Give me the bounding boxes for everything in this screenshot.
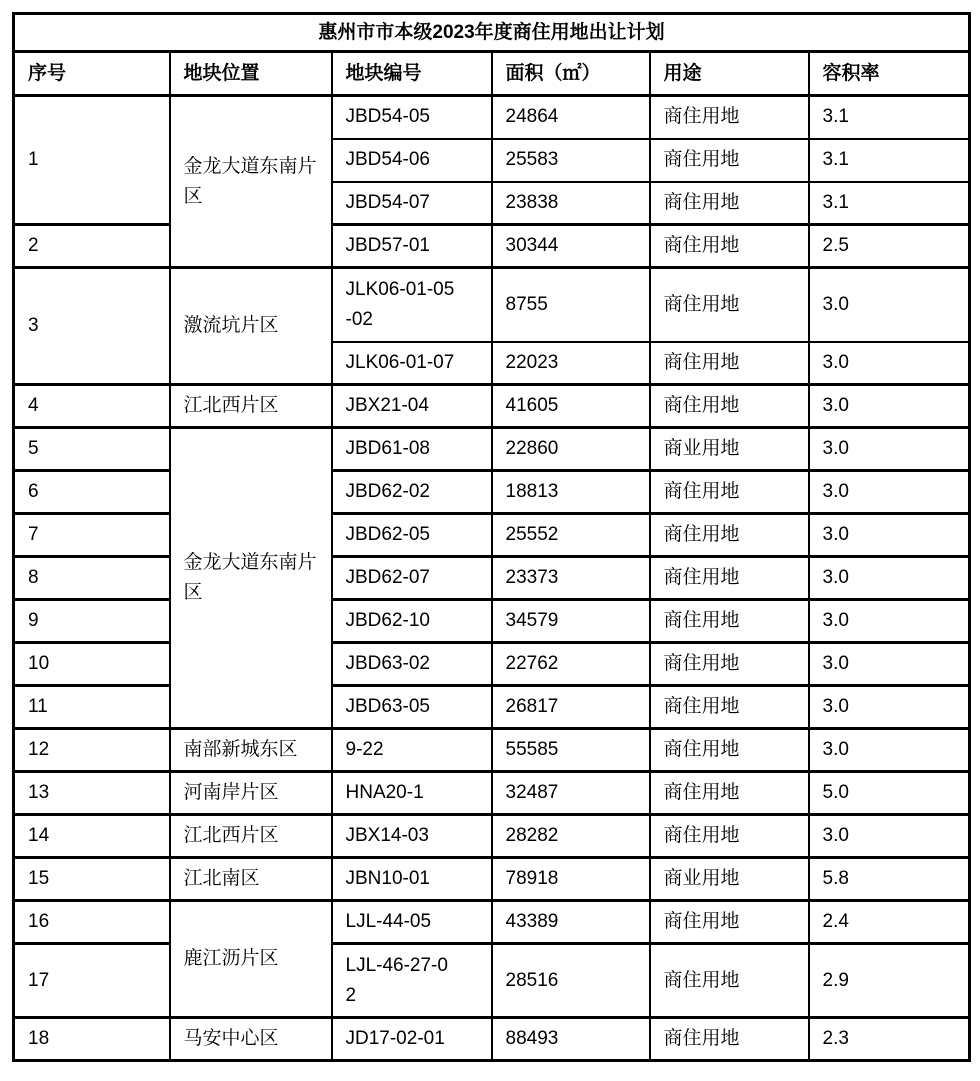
cell-code: JBD54-05 bbox=[332, 96, 492, 139]
cell-far: 3.0 bbox=[809, 600, 970, 643]
cell-area: 78918 bbox=[492, 858, 650, 901]
cell-far: 5.0 bbox=[809, 772, 970, 815]
cell-code: JLK06-01-07 bbox=[332, 342, 492, 385]
cell-far: 3.0 bbox=[809, 686, 970, 729]
table-row bbox=[14, 729, 970, 772]
cell-use: 商住用地 bbox=[650, 600, 809, 643]
cell-area: 28282 bbox=[492, 815, 650, 858]
column-header-far: 容积率 bbox=[809, 52, 970, 96]
cell-location: 马安中心区 bbox=[170, 1018, 332, 1061]
cell-seq: 8 bbox=[14, 557, 170, 600]
cell-code: JBD62-07 bbox=[332, 557, 492, 600]
cell-far: 3.0 bbox=[809, 268, 970, 342]
cell-far: 3.1 bbox=[809, 96, 970, 139]
cell-code: JD17-02-01 bbox=[332, 1018, 492, 1061]
cell-code: JBD63-02 bbox=[332, 643, 492, 686]
cell-area: 18813 bbox=[492, 471, 650, 514]
cell-area: 23838 bbox=[492, 182, 650, 225]
table-row bbox=[14, 1018, 970, 1061]
cell-code: JBD61-08 bbox=[332, 428, 492, 471]
table-row bbox=[14, 385, 970, 428]
cell-use: 商住用地 bbox=[650, 514, 809, 557]
cell-seq: 17 bbox=[14, 944, 170, 1018]
table-row bbox=[14, 901, 970, 944]
cell-use: 商住用地 bbox=[650, 268, 809, 342]
cell-use: 商住用地 bbox=[650, 772, 809, 815]
cell-location: 金龙大道东南片区 bbox=[170, 428, 332, 729]
cell-use: 商住用地 bbox=[650, 901, 809, 944]
cell-far: 3.0 bbox=[809, 471, 970, 514]
cell-area: 30344 bbox=[492, 225, 650, 268]
cell-area: 25583 bbox=[492, 139, 650, 182]
table-row bbox=[14, 858, 970, 901]
plot-code-text: JLK06-01-05-02 bbox=[345, 278, 455, 330]
column-header-seq: 序号 bbox=[14, 52, 170, 96]
cell-area: 24864 bbox=[492, 96, 650, 139]
cell-area: 41605 bbox=[492, 385, 650, 428]
cell-location: 鹿江沥片区 bbox=[170, 901, 332, 1018]
column-header-area: 面积（㎡） bbox=[492, 52, 650, 96]
table-title-row bbox=[14, 14, 970, 52]
cell-use: 商业用地 bbox=[650, 428, 809, 471]
cell-area: 22762 bbox=[492, 643, 650, 686]
cell-seq: 10 bbox=[14, 643, 170, 686]
cell-area: 28516 bbox=[492, 944, 650, 1018]
cell-far: 3.0 bbox=[809, 729, 970, 772]
cell-seq: 3 bbox=[14, 268, 170, 385]
cell-use: 商住用地 bbox=[650, 1018, 809, 1061]
cell-code: JBX21-04 bbox=[332, 385, 492, 428]
cell-far: 3.1 bbox=[809, 182, 970, 225]
table-row bbox=[14, 815, 970, 858]
cell-location: 金龙大道东南片区 bbox=[170, 96, 332, 268]
cell-far: 3.1 bbox=[809, 139, 970, 182]
cell-code: JBD62-02 bbox=[332, 471, 492, 514]
cell-use: 商住用地 bbox=[650, 342, 809, 385]
cell-area: 22860 bbox=[492, 428, 650, 471]
table-row bbox=[14, 944, 970, 1018]
table-row bbox=[14, 557, 970, 600]
cell-seq: 12 bbox=[14, 729, 170, 772]
table-row bbox=[14, 600, 970, 643]
cell-use: 商住用地 bbox=[650, 385, 809, 428]
cell-seq: 11 bbox=[14, 686, 170, 729]
cell-far: 2.4 bbox=[809, 901, 970, 944]
table-row bbox=[14, 471, 970, 514]
cell-area: 23373 bbox=[492, 557, 650, 600]
table-row bbox=[14, 96, 970, 139]
cell-code: JBD57-01 bbox=[332, 225, 492, 268]
cell-far: 3.0 bbox=[809, 514, 970, 557]
cell-use: 商住用地 bbox=[650, 471, 809, 514]
cell-use: 商住用地 bbox=[650, 643, 809, 686]
cell-code: LJL-44-05 bbox=[332, 901, 492, 944]
cell-code: JBD54-06 bbox=[332, 139, 492, 182]
cell-use: 商住用地 bbox=[650, 225, 809, 268]
cell-location: 南部新城东区 bbox=[170, 729, 332, 772]
cell-far: 3.0 bbox=[809, 643, 970, 686]
table-row bbox=[14, 686, 970, 729]
cell-code: JBD63-05 bbox=[332, 686, 492, 729]
cell-seq: 5 bbox=[14, 428, 170, 471]
cell-code: 9-22 bbox=[332, 729, 492, 772]
column-header-code: 地块编号 bbox=[332, 52, 492, 96]
cell-location: 江北西片区 bbox=[170, 815, 332, 858]
cell-seq: 7 bbox=[14, 514, 170, 557]
cell-far: 3.0 bbox=[809, 428, 970, 471]
cell-code: JBD62-10 bbox=[332, 600, 492, 643]
column-header-location: 地块位置 bbox=[170, 52, 332, 96]
cell-location: 河南岸片区 bbox=[170, 772, 332, 815]
cell-seq: 18 bbox=[14, 1018, 170, 1061]
cell-seq: 13 bbox=[14, 772, 170, 815]
cell-far: 2.9 bbox=[809, 944, 970, 1018]
cell-area: 55585 bbox=[492, 729, 650, 772]
cell-seq: 14 bbox=[14, 815, 170, 858]
cell-code: HNA20-1 bbox=[332, 772, 492, 815]
cell-use: 商业用地 bbox=[650, 858, 809, 901]
cell-area: 8755 bbox=[492, 268, 650, 342]
cell-location: 江北西片区 bbox=[170, 385, 332, 428]
table-row bbox=[14, 428, 970, 471]
cell-area: 26817 bbox=[492, 686, 650, 729]
cell-use: 商住用地 bbox=[650, 944, 809, 1018]
cell-use: 商住用地 bbox=[650, 96, 809, 139]
table-row bbox=[14, 514, 970, 557]
cell-code: JBN10-01 bbox=[332, 858, 492, 901]
cell-use: 商住用地 bbox=[650, 686, 809, 729]
cell-seq: 16 bbox=[14, 901, 170, 944]
cell-seq: 15 bbox=[14, 858, 170, 901]
cell-code: JBX14-03 bbox=[332, 815, 492, 858]
cell-area: 22023 bbox=[492, 342, 650, 385]
plot-code-text: LJL-46-27-02 bbox=[345, 954, 448, 1006]
table-row bbox=[14, 268, 970, 342]
cell-code bbox=[332, 268, 492, 342]
cell-use: 商住用地 bbox=[650, 139, 809, 182]
land-transfer-plan-table bbox=[12, 12, 971, 1062]
column-header-use: 用途 bbox=[650, 52, 809, 96]
cell-code: JBD54-07 bbox=[332, 182, 492, 225]
cell-seq: 2 bbox=[14, 225, 170, 268]
cell-location: 激流坑片区 bbox=[170, 268, 332, 385]
cell-use: 商住用地 bbox=[650, 557, 809, 600]
cell-far: 2.5 bbox=[809, 225, 970, 268]
table-row bbox=[14, 772, 970, 815]
table-row bbox=[14, 225, 970, 268]
cell-code bbox=[332, 944, 492, 1018]
cell-area: 32487 bbox=[492, 772, 650, 815]
table-header-row bbox=[14, 52, 970, 96]
cell-seq: 6 bbox=[14, 471, 170, 514]
cell-far: 3.0 bbox=[809, 557, 970, 600]
cell-use: 商住用地 bbox=[650, 729, 809, 772]
cell-area: 88493 bbox=[492, 1018, 650, 1061]
table-row bbox=[14, 643, 970, 686]
cell-use: 商住用地 bbox=[650, 182, 809, 225]
cell-far: 3.0 bbox=[809, 815, 970, 858]
table-title: 惠州市市本级2023年度商住用地出让计划 bbox=[14, 14, 970, 52]
cell-far: 3.0 bbox=[809, 385, 970, 428]
cell-far: 2.3 bbox=[809, 1018, 970, 1061]
cell-seq: 9 bbox=[14, 600, 170, 643]
cell-code: JBD62-05 bbox=[332, 514, 492, 557]
cell-area: 43389 bbox=[492, 901, 650, 944]
cell-area: 25552 bbox=[492, 514, 650, 557]
cell-location: 江北南区 bbox=[170, 858, 332, 901]
cell-far: 3.0 bbox=[809, 342, 970, 385]
cell-seq: 4 bbox=[14, 385, 170, 428]
cell-seq: 1 bbox=[14, 96, 170, 225]
cell-area: 34579 bbox=[492, 600, 650, 643]
cell-use: 商住用地 bbox=[650, 815, 809, 858]
cell-far: 5.8 bbox=[809, 858, 970, 901]
